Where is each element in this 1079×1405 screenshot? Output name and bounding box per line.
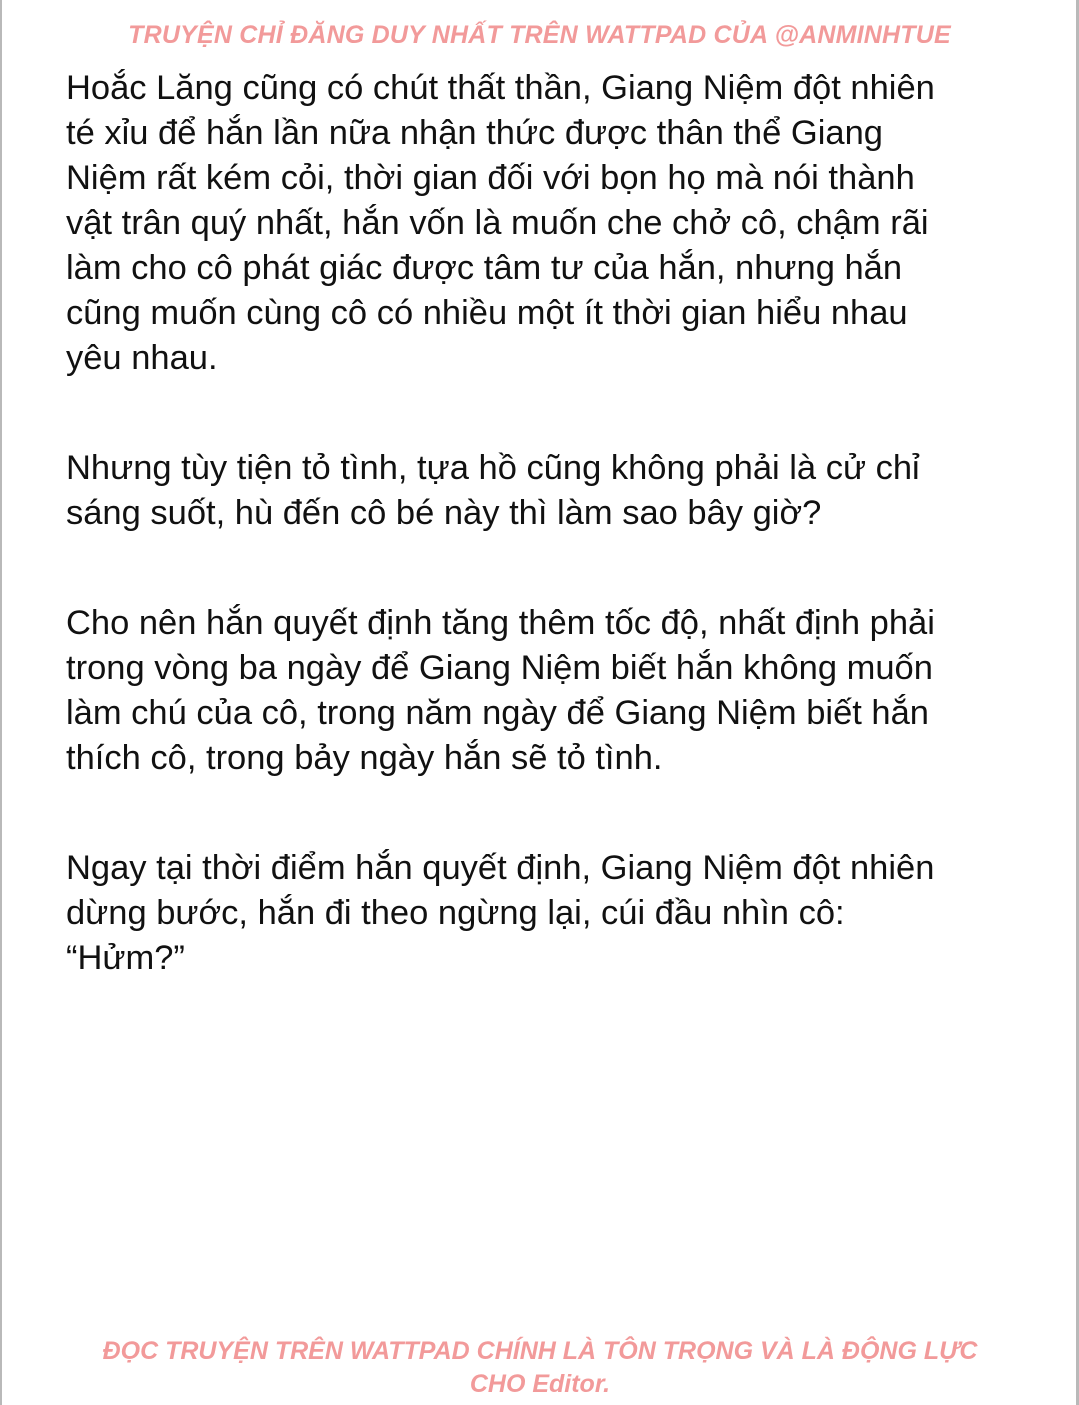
header-notice: TRUYỆN CHỈ ĐĂNG DUY NHẤT TRÊN WATTPAD CỦA @ANMINHTUE bbox=[128, 21, 951, 49]
footer-notice: ĐỌC TRUYỆN TRÊN WATTPAD CHÍNH LÀ TÔN TRỌNG VÀ LÀ ĐỘNG LỰC CHO Editor. bbox=[102, 1337, 978, 1398]
paragraph-1: Hoắc Lăng cũng có chút thất thần, Giang Niệm đột nhiên té xỉu để hắn lần nữa nhận thức được thân thể Giang Niệm rất kém cỏi, thời gian đối với bọn họ mà nói thành vật trân quý nhất, hắn vốn là muốn che chở cô, chậm rãi làm cho cô phát giác được tâm tư của hắn, nhưng hắn cũng muốn cùng cô có nhiều một ít thời gian hiểu nhau yêu nhau. bbox=[66, 69, 935, 377]
story-body bbox=[66, 66, 996, 1046]
paragraph-4: Ngay tại thời điểm hắn quyết định, Giang Niệm đột nhiên dừng bước, hắn đi theo ngừng lại, cúi đầu nhìn cô: “Hửm?” bbox=[66, 849, 935, 977]
paragraph-3: Cho nên hắn quyết định tăng thêm tốc độ, nhất định phải trong vòng ba ngày để Giang Niệm biết hắn không muốn làm chú của cô, trong năm ngày để Giang Niệm biết hắn thích cô, trong bảy ngày hắn sẽ tỏ tình. bbox=[66, 604, 935, 777]
paragraph-2: Nhưng tùy tiện tỏ tình, tựa hồ cũng không phải là cử chỉ sáng suốt, hù đến cô bé này thì làm sao bây giờ? bbox=[66, 449, 920, 532]
